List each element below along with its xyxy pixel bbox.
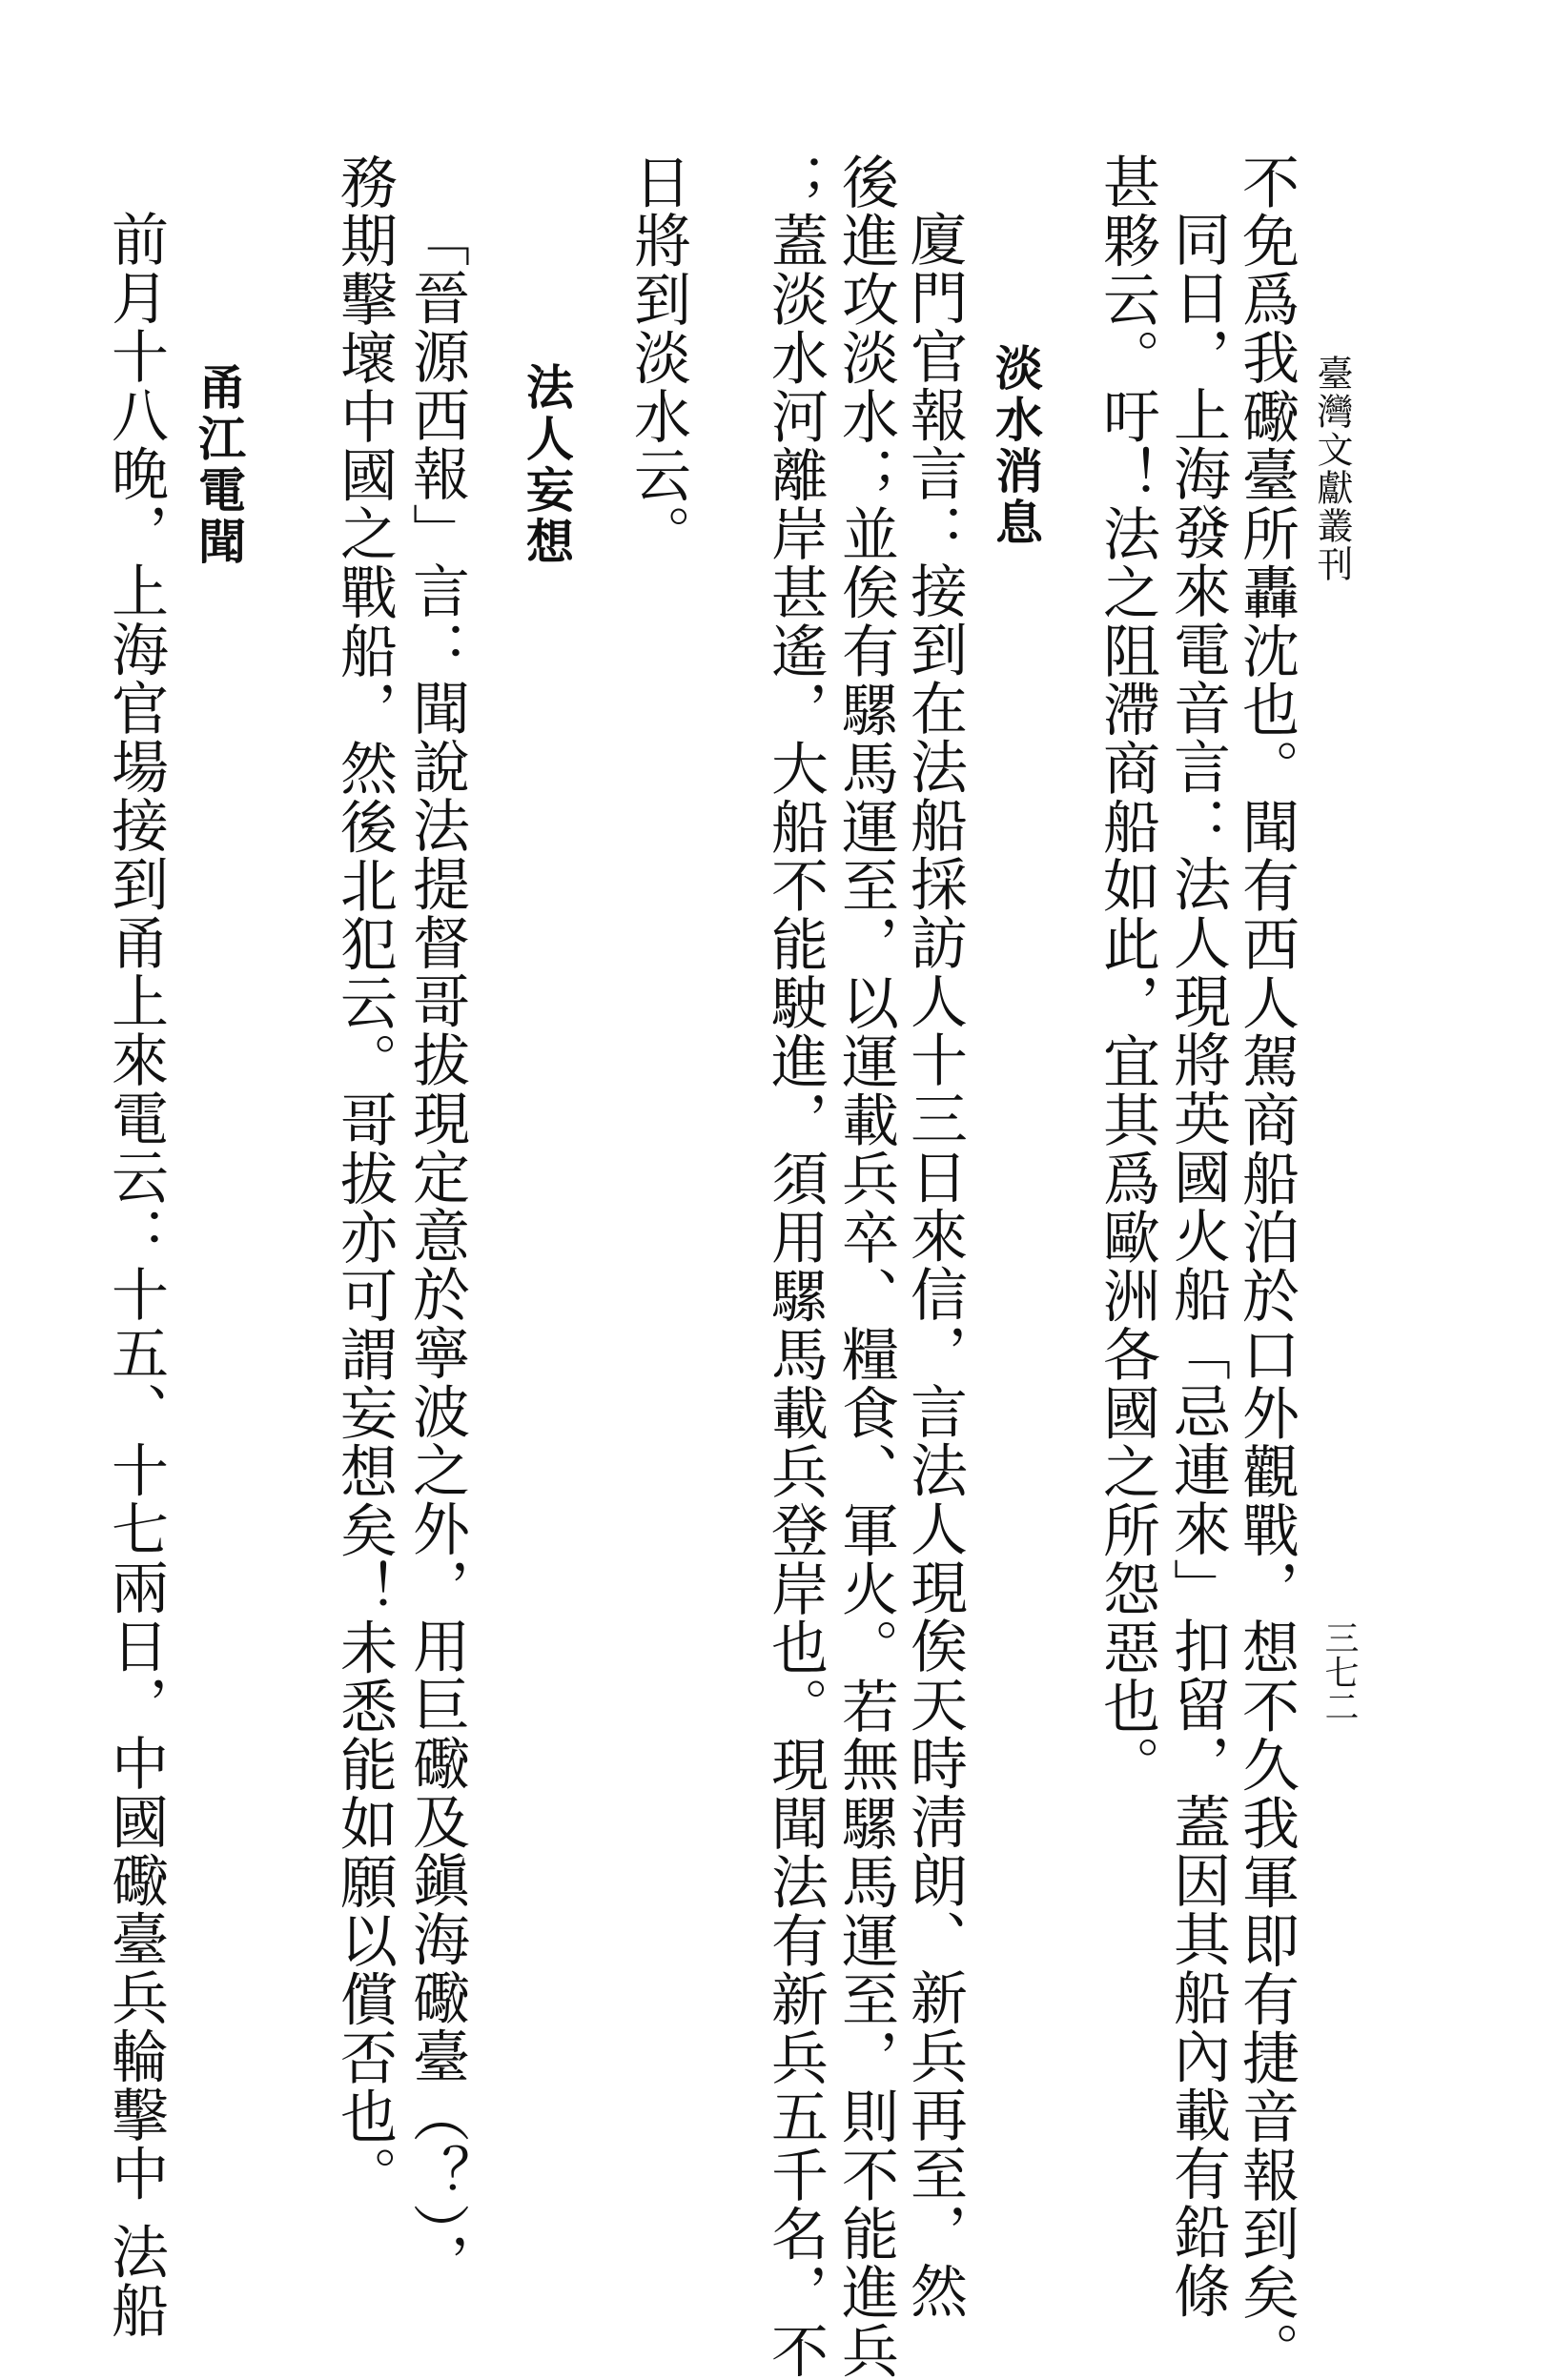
page-number: 三七二 (1320, 1620, 1359, 1723)
text-column: 「晉源西報」言：聞說法提督哥拔現定意於寧波之外，用巨礮及鎭海礮臺（？）， (403, 210, 470, 2291)
text-column: 不免爲我礮臺所轟沈也。聞有西人駕商船泊於口外觀戰，想不久我軍即有捷音報到矣。 (1233, 153, 1300, 2380)
text-column: 甚夥云。吁！法之阻滯商船如此，宜其爲歐洲各國之所怨惡也。 (1094, 153, 1160, 1794)
section-heading-tamsui-news: 淡水消息 (988, 343, 1043, 549)
text-column: 後進攻淡水；並俟有騾馬運至，以運載兵卒、糧食、軍火。若無騾馬運至，則不能進兵 (832, 153, 899, 2380)
text-column: 前月十八晚，上海官場接到甬上來電云：十五、十七兩日，中國礮臺兵輪擊中 法船 (102, 210, 169, 2340)
text-column: 同日，上海發來電音言：法人現將英國火船「忌連來」扣留，蓋因其船內載有鉛條 (1164, 210, 1231, 2320)
section-heading-french-delusion: 法人妄想 (519, 362, 574, 568)
text-column: 日將到淡水云。 (624, 153, 691, 563)
text-column: 務期擊壞中國之戰船，然後北犯云。哥拔亦可謂妄想矣！未悉能如願以償否也。 (331, 153, 398, 2205)
text-column: 廈門官報言：接到在法船採訪人十三日來信，言法人現俟天時淸朗、新兵再至，然 (901, 210, 968, 2320)
running-header-title: 臺灣文獻叢刊 (1311, 355, 1353, 583)
section-heading-yongjiang-telegram: 甬江電聞 (191, 362, 246, 568)
text-column: ；蓋淡水河離岸甚遙，大船不能駛進，須用騾馬載兵登岸也。現聞法有新兵五千名，不 (762, 153, 829, 2380)
